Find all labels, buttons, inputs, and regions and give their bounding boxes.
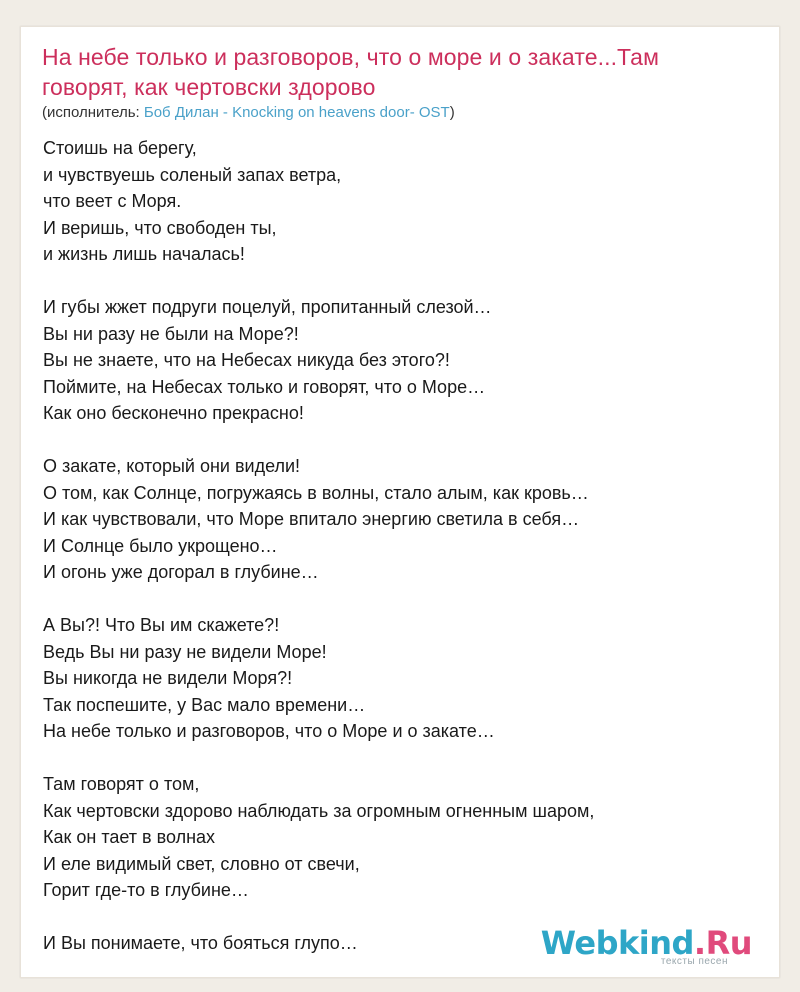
lyrics-line: Как чертовски здорово наблюдать за огромным огненным шаром, <box>43 800 595 821</box>
lyrics-line: О закате, который они видели! <box>43 456 301 476</box>
logo-brand: Webkind <box>540 924 694 962</box>
lyrics-card <box>20 26 780 978</box>
page-title: На небе только и разговоров, что о море и о закате...Там говорят, как чертовски здорово <box>42 44 659 100</box>
lyrics-line: и жизнь лишь началась! <box>43 244 245 264</box>
lyrics-line: И веришь, что свободен ты, <box>43 217 277 238</box>
site-logo[interactable] <box>541 926 752 967</box>
artist-meta <box>42 103 455 123</box>
lyrics-line: Как оно бесконечно прекрасно! <box>43 403 304 423</box>
artist-prefix: (исполнитель: <box>42 104 144 121</box>
lyrics-line: Там говорят о том, <box>43 774 200 794</box>
logo-subtitle: тексты песен <box>660 956 728 967</box>
lyrics-line: И Солнце было укрощено… <box>43 535 278 556</box>
lyrics-line: Ведь Вы ни разу не видели Море! <box>43 641 327 662</box>
lyrics-stanza <box>43 771 753 904</box>
lyrics-line: И как чувствовали, что Море впитало энергию светила в себя… <box>43 509 580 529</box>
logo-tld: .Ru <box>693 924 752 962</box>
lyrics-stanza <box>43 612 753 745</box>
lyrics-line: и чувствуешь соленый запах ветра, <box>43 164 342 185</box>
lyrics-line: Как он тает в волнах <box>43 827 216 847</box>
lyrics-line: А Вы?! Что Вы им скажете?! <box>43 615 280 635</box>
lyrics-line: что веет с Моря. <box>43 191 182 211</box>
lyrics-line: И огонь уже догорал в глубине… <box>43 562 319 582</box>
lyrics-line: Вы не знаете, что на Небесах никуда без этого?! <box>43 350 450 370</box>
lyrics-stanza <box>43 294 753 427</box>
lyrics-line: Горит где-то в глубине… <box>43 880 249 900</box>
lyrics-line: Вы ни разу не были на Море?! <box>43 323 299 344</box>
logo-wordmark <box>541 926 752 960</box>
artist-suffix: ) <box>449 104 455 121</box>
artist-link[interactable]: Боб Дилан - Knocking on heavens door- OST <box>143 104 450 121</box>
lyrics-line: И еле видимый свет, словно от свечи, <box>43 853 360 874</box>
lyrics-line: И губы жжет подруги поцелуй, пропитанный слезой… <box>43 297 492 317</box>
lyrics-line: Так поспешите, у Вас мало времени… <box>43 694 366 715</box>
lyrics-line: Стоишь на берегу, <box>43 138 197 158</box>
lyrics-line: На небе только и разговоров, что о Море и о закате… <box>43 721 495 741</box>
lyrics-line: Вы никогда не видели Моря?! <box>43 668 293 688</box>
lyrics-stanza <box>43 135 753 268</box>
lyrics-line: Поймите, на Небесах только и говорят, что о Море… <box>43 376 486 397</box>
lyrics-body <box>43 135 753 978</box>
lyrics-line: О том, как Солнце, погружаясь в волны, стало алым, как кровь… <box>43 482 589 503</box>
lyrics-stanza <box>43 453 753 586</box>
lyrics-line: И Вы понимаете, что бояться глупо… <box>43 933 358 953</box>
